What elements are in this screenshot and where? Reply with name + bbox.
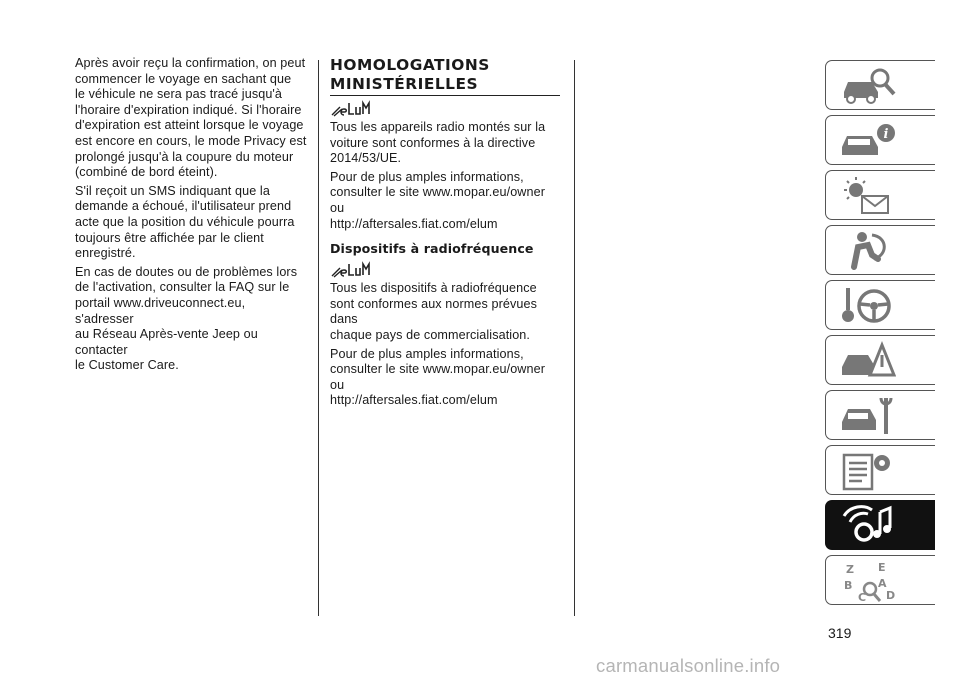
page-number: 319 <box>828 625 852 641</box>
tab-technical-data[interactable] <box>825 445 935 495</box>
svg-text:B: B <box>844 579 853 592</box>
tab-safety[interactable] <box>825 225 935 275</box>
tab-maintenance[interactable] <box>825 390 935 440</box>
svg-text:i: i <box>883 127 889 142</box>
airbag-safety-icon <box>838 229 896 273</box>
svg-text:Z: Z <box>846 563 854 576</box>
tab-emergency[interactable] <box>825 335 935 385</box>
multimedia-music-icon <box>838 504 896 548</box>
car-wrench-icon <box>838 394 896 438</box>
specifications-gear-icon <box>838 449 896 493</box>
tab-multimedia[interactable] <box>825 500 935 550</box>
svg-text:A: A <box>878 577 887 590</box>
car-info-icon <box>838 119 896 163</box>
svg-text:D: D <box>886 589 896 602</box>
paragraph-radio-directive: Tous les appareils radio montés sur la voiture sont conformes à la directive 2014/53/UE. <box>330 120 546 166</box>
left-column <box>75 56 307 377</box>
tab-starting-driving[interactable] <box>825 280 935 330</box>
elum-logo-icon <box>330 100 374 118</box>
paragraph-sms-failure: S'il reçoit un SMS indiquant que la demande a échoué, il'utilisateur prend acte que la position du véhicule pourra toujours être affichée par le client enregistré. <box>75 183 295 261</box>
tab-index[interactable] <box>825 555 935 605</box>
column-divider-left <box>318 60 319 616</box>
paragraph-confirmation: Après avoir reçu la confirmation, on peut commencer le voyage en sachant que le véhicule ne sera pas tracé jusqu'à l'horaire d'expiration indiqué. Si l'horaire d'expiration est atteint lorsque le voyage est encore en cours, le mode Privacy est prolongé jusqu'à la coupure du moteur (combiné de bord éteint). <box>75 56 307 180</box>
dashboard-lights-message-icon <box>838 174 896 218</box>
svg-text:C: C <box>858 591 867 603</box>
car-warning-triangle-icon <box>838 339 896 383</box>
paragraph-more-info-2: Pour de plus amples informations, consulter le site www.mopar.eu/owner ou http://aftersales.fiat.com/elum <box>330 346 545 408</box>
tab-car-info[interactable] <box>825 115 935 165</box>
svg-text:E: E <box>878 561 886 574</box>
key-steering-wheel-icon <box>838 284 896 328</box>
section-title: HOMOLOGATIONS MINISTÉRIELLES <box>330 56 560 96</box>
right-column <box>330 56 562 412</box>
paragraph-more-info-1: Pour de plus amples informations, consulter le site www.mopar.eu/owner ou http://aftersales.fiat.com/elum <box>330 169 545 231</box>
paragraph-support: En cas de doutes ou de problèmes lors de l'activation, consulter la FAQ sur le portail www.driveuconnect.eu, s'adresser au Réseau Après-vente Jeep ou contacter le Customer Care. <box>75 264 298 373</box>
tab-dashboard-lights[interactable] <box>825 170 935 220</box>
column-divider-right <box>574 60 575 616</box>
alphabetical-index-icon <box>838 559 896 603</box>
car-search-icon <box>838 64 896 108</box>
tab-car-search[interactable] <box>825 60 935 110</box>
watermark: carmanualsonline.info <box>596 655 781 676</box>
paragraph-radio-compliance: Tous les dispositifs à radiofréquence sont conformes aux normes prévues dans chaque pays de commercialisation. <box>330 281 537 342</box>
elum-logo-icon <box>330 261 374 279</box>
subsection-title: Dispositifs à radiofréquence <box>330 241 534 257</box>
